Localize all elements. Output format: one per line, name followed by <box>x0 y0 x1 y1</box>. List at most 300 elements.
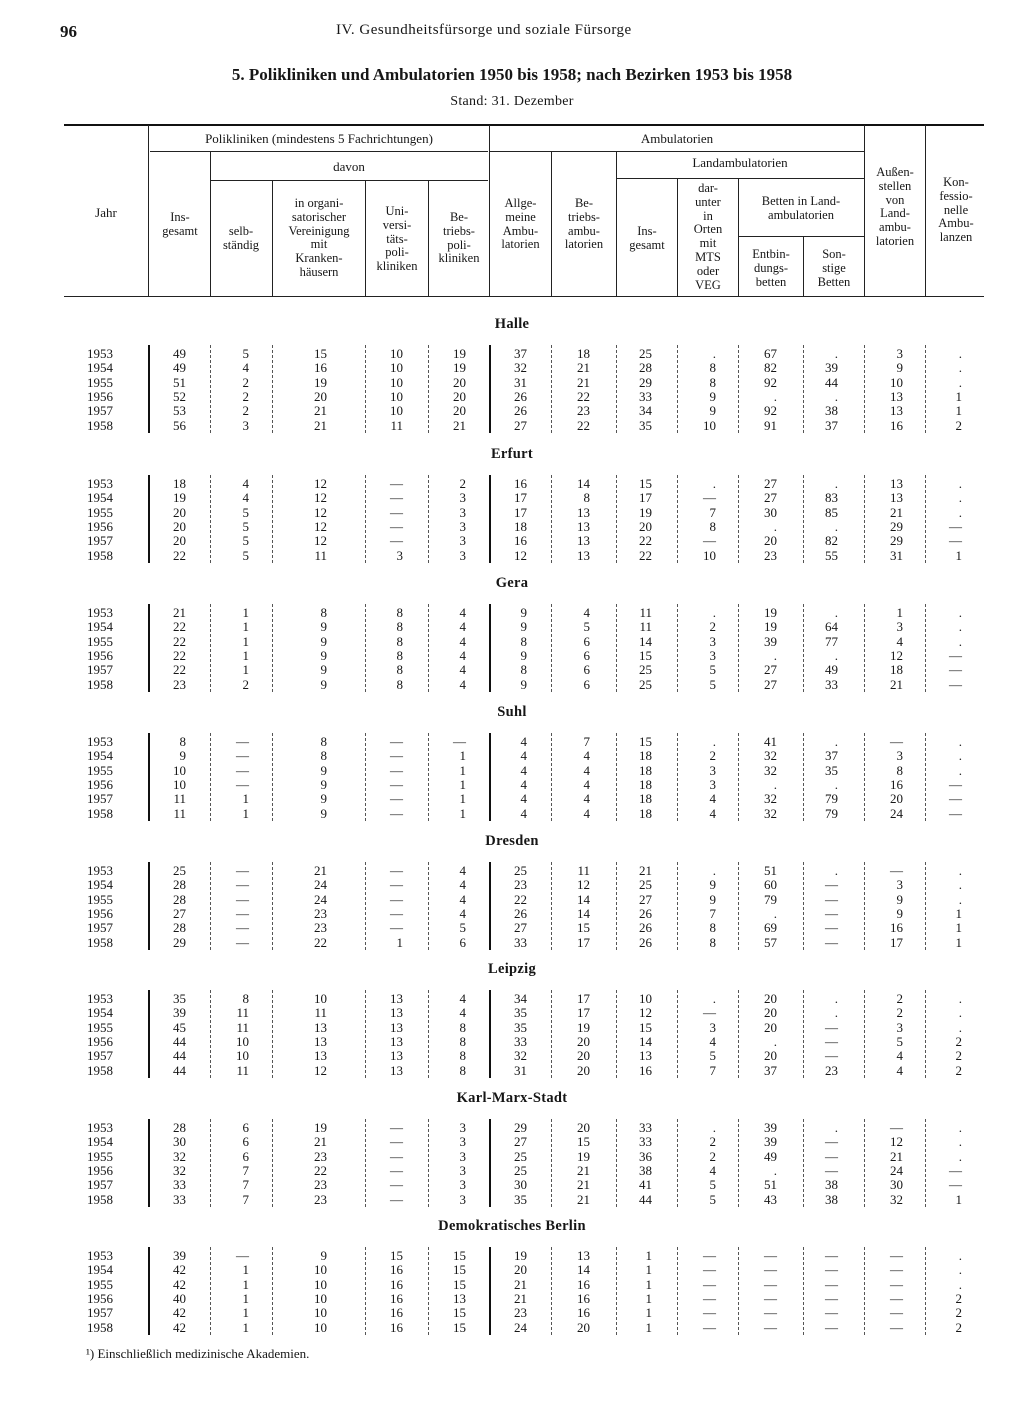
value-cell: 4 <box>709 1162 716 1178</box>
value-cell: 4 <box>520 776 527 792</box>
value-cell: 30 <box>764 504 777 520</box>
table-row <box>0 491 1024 505</box>
value-cell: 8 <box>396 605 403 620</box>
value-cell: 2 <box>242 388 249 404</box>
table-row <box>0 477 1024 491</box>
value-cell: 16 <box>890 920 903 936</box>
table-row <box>0 1135 1024 1149</box>
value-cell: 1 <box>645 1319 652 1335</box>
value-cell: 19 <box>577 1019 590 1035</box>
value-cell: 9 <box>709 891 716 907</box>
value-cell: 13 <box>890 388 903 404</box>
value-cell: — <box>236 920 249 936</box>
value-cell: 1 <box>955 388 962 404</box>
value-cell: 1 <box>242 791 249 807</box>
value-cell: 11 <box>577 863 590 878</box>
value-cell: . <box>773 647 777 663</box>
value-cell: 3 <box>459 533 466 549</box>
value-cell: 15 <box>453 1262 466 1278</box>
value-cell: 15 <box>639 647 652 663</box>
value-cell: 7 <box>709 504 716 520</box>
value-cell: — <box>825 1319 838 1335</box>
value-cell: — <box>390 863 403 878</box>
value-cell: 20 <box>764 991 777 1006</box>
year-cell: 1957 <box>87 662 113 678</box>
value-cell: 4 <box>520 748 527 764</box>
value-cell: . <box>958 1120 962 1135</box>
value-cell: 32 <box>514 360 527 376</box>
table-row <box>0 1178 1024 1192</box>
value-cell: 38 <box>825 1177 838 1193</box>
value-cell: 32 <box>764 805 777 821</box>
value-cell: 60 <box>764 877 777 893</box>
value-cell: 2 <box>709 1134 716 1150</box>
value-cell: — <box>390 762 403 778</box>
value-cell: 6 <box>583 662 590 678</box>
value-cell: 3 <box>459 1162 466 1178</box>
value-cell: 2 <box>955 1305 962 1321</box>
value-cell: . <box>773 1162 777 1178</box>
value-cell: 2 <box>242 403 249 419</box>
value-cell: 10 <box>173 776 186 792</box>
value-cell: 35 <box>173 991 186 1006</box>
table-row <box>0 1278 1024 1292</box>
value-cell: 6 <box>583 676 590 692</box>
value-cell: 20 <box>314 388 327 404</box>
value-cell: 10 <box>703 547 716 563</box>
value-cell: — <box>703 1290 716 1306</box>
value-cell: — <box>236 748 249 764</box>
value-cell: 1 <box>242 619 249 635</box>
value-cell: 1 <box>242 805 249 821</box>
value-cell: 16 <box>390 1276 403 1292</box>
value-cell: 18 <box>639 776 652 792</box>
value-cell: 3 <box>896 1019 903 1035</box>
value-cell: 18 <box>639 805 652 821</box>
value-cell: 9 <box>520 676 527 692</box>
year-cell: 1954 <box>87 1134 113 1150</box>
value-cell: 38 <box>825 403 838 419</box>
value-cell: 1 <box>645 1305 652 1321</box>
table-row <box>0 1306 1024 1320</box>
value-cell: 44 <box>173 1062 186 1078</box>
value-cell: 1 <box>242 1276 249 1292</box>
value-cell: 20 <box>577 1033 590 1049</box>
value-cell: — <box>390 1162 403 1178</box>
value-cell: 13 <box>314 1048 327 1064</box>
value-cell: 19 <box>314 374 327 390</box>
value-cell: 34 <box>639 403 652 419</box>
value-cell: 23 <box>514 877 527 893</box>
value-cell: 8 <box>520 633 527 649</box>
value-cell: — <box>890 1290 903 1306</box>
value-cell: 21 <box>577 1177 590 1193</box>
value-cell: 2 <box>896 1005 903 1021</box>
value-cell: 5 <box>583 619 590 635</box>
value-cell: 19 <box>764 605 777 620</box>
value-cell: 16 <box>577 1290 590 1306</box>
value-cell: 13 <box>314 1019 327 1035</box>
value-cell: 49 <box>173 346 186 361</box>
value-cell: 7 <box>242 1191 249 1207</box>
table-row <box>0 1263 1024 1277</box>
value-cell: 4 <box>520 734 527 749</box>
value-cell: 7 <box>242 1162 249 1178</box>
table-row <box>0 864 1024 878</box>
value-cell: 20 <box>577 1319 590 1335</box>
value-cell: 32 <box>764 762 777 778</box>
value-cell: 7 <box>709 1062 716 1078</box>
value-cell: 19 <box>514 1248 527 1263</box>
value-cell: 23 <box>314 1177 327 1193</box>
value-cell: 1 <box>459 776 466 792</box>
value-cell: 22 <box>314 934 327 950</box>
table-row <box>0 534 1024 548</box>
betten-group-header: Betten in Land- ambulatorien <box>761 194 841 222</box>
value-cell: . <box>773 388 777 404</box>
value-cell: 17 <box>639 490 652 506</box>
value-cell: 36 <box>639 1148 652 1164</box>
value-cell: 77 <box>825 633 838 649</box>
value-cell: 5 <box>242 504 249 520</box>
value-cell: . <box>712 1120 716 1135</box>
table-title: 5. Polikliniken und Ambulatorien 1950 bis 1958; nach Bezirken 1953 bis 1958 <box>231 65 793 84</box>
value-cell: — <box>236 762 249 778</box>
value-cell: 20 <box>764 1019 777 1035</box>
value-cell: 5 <box>709 1048 716 1064</box>
value-cell: 9 <box>320 805 327 821</box>
value-cell: — <box>890 1319 903 1335</box>
value-cell: 4 <box>459 877 466 893</box>
value-cell: 16 <box>390 1290 403 1306</box>
value-cell: 9 <box>320 647 327 663</box>
value-cell: 13 <box>390 1062 403 1078</box>
value-cell: 9 <box>320 633 327 649</box>
year-cell: 1955 <box>87 762 113 778</box>
value-cell: — <box>236 934 249 950</box>
value-cell: — <box>825 1033 838 1049</box>
value-cell: 3 <box>396 547 403 563</box>
value-cell: — <box>825 1162 838 1178</box>
value-cell: 15 <box>390 1248 403 1263</box>
value-cell: — <box>890 863 903 878</box>
value-cell: 3 <box>459 1148 466 1164</box>
value-cell: 20 <box>514 1262 527 1278</box>
value-cell: 21 <box>314 403 327 419</box>
value-cell: — <box>949 1162 962 1178</box>
year-cell: 1958 <box>87 1191 113 1207</box>
value-cell: 18 <box>639 762 652 778</box>
value-cell: 3 <box>459 490 466 506</box>
betten-group-rule <box>738 236 864 237</box>
footnote: ¹) Einschließlich medizinische Akademien. <box>86 1346 310 1361</box>
value-cell: — <box>764 1290 777 1306</box>
value-cell: . <box>958 863 962 878</box>
value-cell: 3 <box>896 877 903 893</box>
value-cell: 29 <box>173 934 186 950</box>
value-cell: 8 <box>709 920 716 936</box>
year-cell: 1955 <box>87 1019 113 1035</box>
value-cell: 4 <box>242 476 249 491</box>
value-cell: 16 <box>314 360 327 376</box>
value-cell: 4 <box>459 619 466 635</box>
value-cell: 42 <box>173 1319 186 1335</box>
value-cell: 4 <box>459 905 466 921</box>
value-cell: 4 <box>583 805 590 821</box>
value-cell: 8 <box>520 662 527 678</box>
value-cell: 19 <box>314 1120 327 1135</box>
year-cell: 1954 <box>87 1005 113 1021</box>
value-cell: 1 <box>396 934 403 950</box>
value-cell: 9 <box>320 762 327 778</box>
value-cell: . <box>958 748 962 764</box>
section-title: Demokratisches Berlin <box>438 1218 586 1234</box>
value-cell: 27 <box>764 662 777 678</box>
table-row <box>0 735 1024 749</box>
value-cell: 4 <box>459 676 466 692</box>
value-cell: 8 <box>242 991 249 1006</box>
value-cell: . <box>958 1276 962 1292</box>
value-cell: 4 <box>459 633 466 649</box>
year-cell: 1958 <box>87 417 113 433</box>
value-cell: 12 <box>890 1134 903 1150</box>
col-header-entbindung: Entbin- dungs- betten <box>752 247 790 289</box>
value-cell: 20 <box>173 504 186 520</box>
value-cell: 23 <box>314 905 327 921</box>
value-cell: 32 <box>764 748 777 764</box>
value-cell: — <box>390 905 403 921</box>
table-row <box>0 635 1024 649</box>
value-cell: 2 <box>709 1148 716 1164</box>
page-number: 96 <box>60 22 77 41</box>
value-cell: 20 <box>764 1048 777 1064</box>
value-cell: 7 <box>242 1177 249 1193</box>
value-cell: 1 <box>242 1262 249 1278</box>
value-cell: 4 <box>583 605 590 620</box>
value-cell: 20 <box>453 374 466 390</box>
value-cell: 5 <box>709 662 716 678</box>
col-header-vereinigung: in organi- satorischer Vereinigung mit Kranken- häusern <box>288 196 350 279</box>
value-cell: — <box>949 1177 962 1193</box>
value-cell: — <box>390 748 403 764</box>
col-header-betriebsamb: Be- triebs- ambu- latorien <box>564 196 604 252</box>
value-cell: 21 <box>577 1162 590 1178</box>
value-cell: 21 <box>577 374 590 390</box>
value-cell: . <box>958 1019 962 1035</box>
value-cell: 25 <box>639 662 652 678</box>
value-cell: 22 <box>577 388 590 404</box>
value-cell: 44 <box>825 374 838 390</box>
value-cell: 15 <box>639 1019 652 1035</box>
year-cell: 1953 <box>87 734 113 749</box>
value-cell: 1 <box>955 905 962 921</box>
table-row <box>0 361 1024 375</box>
value-cell: . <box>958 504 962 520</box>
value-cell: 4 <box>459 863 466 878</box>
value-cell: 4 <box>459 662 466 678</box>
value-cell: 11 <box>236 1005 249 1021</box>
year-cell: 1956 <box>87 1033 113 1049</box>
value-cell: 4 <box>520 791 527 807</box>
value-cell: 2 <box>955 1048 962 1064</box>
value-cell: 29 <box>639 374 652 390</box>
value-cell: 23 <box>764 547 777 563</box>
value-cell: 11 <box>390 417 403 433</box>
value-cell: 7 <box>709 905 716 921</box>
section-title: Karl-Marx-Stadt <box>456 1090 568 1106</box>
table-row <box>0 620 1024 634</box>
value-cell: 32 <box>173 1148 186 1164</box>
year-cell: 1958 <box>87 805 113 821</box>
value-cell: 22 <box>639 533 652 549</box>
value-cell: 14 <box>577 1262 590 1278</box>
value-cell: 21 <box>890 504 903 520</box>
value-cell: 16 <box>390 1262 403 1278</box>
value-cell: — <box>825 1048 838 1064</box>
value-cell: 13 <box>577 518 590 534</box>
value-cell: 39 <box>825 360 838 376</box>
section-title: Dresden <box>485 833 539 849</box>
value-cell: 92 <box>764 403 777 419</box>
value-cell: 8 <box>459 1048 466 1064</box>
value-cell: 15 <box>639 476 652 491</box>
value-cell: — <box>949 647 962 663</box>
value-cell: 37 <box>825 417 838 433</box>
value-cell: 10 <box>390 346 403 361</box>
value-cell: — <box>390 1148 403 1164</box>
year-cell: 1953 <box>87 605 113 620</box>
land-group-rule <box>616 178 864 179</box>
value-cell: . <box>958 490 962 506</box>
value-cell: 29 <box>514 1120 527 1135</box>
value-cell: . <box>834 346 838 361</box>
value-cell: 31 <box>514 1062 527 1078</box>
value-cell: . <box>958 633 962 649</box>
value-cell: 23 <box>514 1305 527 1321</box>
year-cell: 1956 <box>87 647 113 663</box>
value-cell: — <box>390 776 403 792</box>
table-row <box>0 1035 1024 1049</box>
value-cell: 16 <box>514 533 527 549</box>
value-cell: — <box>949 518 962 534</box>
value-cell: 8 <box>459 1033 466 1049</box>
table-row <box>0 907 1024 921</box>
amb-group-rule <box>490 151 864 152</box>
value-cell: 33 <box>825 676 838 692</box>
value-cell: 18 <box>639 748 652 764</box>
value-cell: 38 <box>639 1162 652 1178</box>
value-cell: — <box>390 734 403 749</box>
value-cell: 9 <box>320 619 327 635</box>
value-cell: — <box>890 1248 903 1263</box>
value-cell: 19 <box>639 504 652 520</box>
year-cell: 1957 <box>87 1305 113 1321</box>
value-cell: 11 <box>639 605 652 620</box>
value-cell: — <box>949 805 962 821</box>
value-cell: 5 <box>709 676 716 692</box>
value-cell: . <box>834 863 838 878</box>
value-cell: 1 <box>242 633 249 649</box>
col-header-selbstaendig: selb- ständig <box>222 224 260 252</box>
value-cell: 20 <box>577 1062 590 1078</box>
value-cell: 1 <box>242 662 249 678</box>
value-cell: 9 <box>896 905 903 921</box>
value-cell: 38 <box>825 1191 838 1207</box>
value-cell: 16 <box>639 1062 652 1078</box>
col-header-allgemeine: Allge- meine Ambu- latorien <box>501 196 540 252</box>
value-cell: 13 <box>890 476 903 491</box>
value-cell: 23 <box>314 1148 327 1164</box>
value-cell: 11 <box>173 791 186 807</box>
value-cell: — <box>390 805 403 821</box>
value-cell: 21 <box>890 676 903 692</box>
value-cell: 11 <box>639 619 652 635</box>
value-cell: — <box>390 504 403 520</box>
value-cell: 21 <box>514 1290 527 1306</box>
value-cell: 3 <box>459 504 466 520</box>
value-cell: 20 <box>173 533 186 549</box>
value-cell: 20 <box>173 518 186 534</box>
value-cell: 26 <box>639 920 652 936</box>
section-title: Gera <box>495 575 529 591</box>
value-cell: — <box>390 1120 403 1135</box>
year-cell: 1958 <box>87 1319 113 1335</box>
value-cell: 43 <box>764 1191 777 1207</box>
value-cell: 3 <box>459 518 466 534</box>
value-cell: 3 <box>459 1177 466 1193</box>
value-cell: 10 <box>390 403 403 419</box>
value-cell: — <box>236 891 249 907</box>
value-cell: 3 <box>459 1120 466 1135</box>
value-cell: 6 <box>242 1134 249 1150</box>
year-cell: 1956 <box>87 1162 113 1178</box>
table-row <box>0 1193 1024 1207</box>
value-cell: 13 <box>639 1048 652 1064</box>
table-subtitle: Stand: 31. Dezember <box>450 94 574 109</box>
value-cell: — <box>390 490 403 506</box>
value-cell: 11 <box>236 1019 249 1035</box>
value-cell: — <box>703 1005 716 1021</box>
value-cell: 2 <box>242 676 249 692</box>
value-cell: 23 <box>577 403 590 419</box>
value-cell: . <box>958 619 962 635</box>
year-cell: 1957 <box>87 920 113 936</box>
value-cell: . <box>834 518 838 534</box>
value-cell: . <box>958 1148 962 1164</box>
value-cell: 8 <box>396 619 403 635</box>
value-cell: 79 <box>764 891 777 907</box>
value-cell: 9 <box>520 619 527 635</box>
value-cell: 16 <box>577 1305 590 1321</box>
value-cell: — <box>890 1305 903 1321</box>
value-cell: 44 <box>173 1048 186 1064</box>
value-cell: . <box>958 360 962 376</box>
value-cell: — <box>949 676 962 692</box>
table-row <box>0 376 1024 390</box>
value-cell: 28 <box>173 877 186 893</box>
value-cell: 33 <box>173 1177 186 1193</box>
header-bottom-rule <box>64 296 984 297</box>
value-cell: 10 <box>173 762 186 778</box>
value-cell: 3 <box>459 1134 466 1150</box>
value-cell: . <box>958 1262 962 1278</box>
value-cell: . <box>773 1033 777 1049</box>
value-cell: — <box>390 791 403 807</box>
value-cell: 8 <box>396 633 403 649</box>
value-cell: 1 <box>459 791 466 807</box>
value-cell: 13 <box>390 1048 403 1064</box>
table-row <box>0 649 1024 663</box>
